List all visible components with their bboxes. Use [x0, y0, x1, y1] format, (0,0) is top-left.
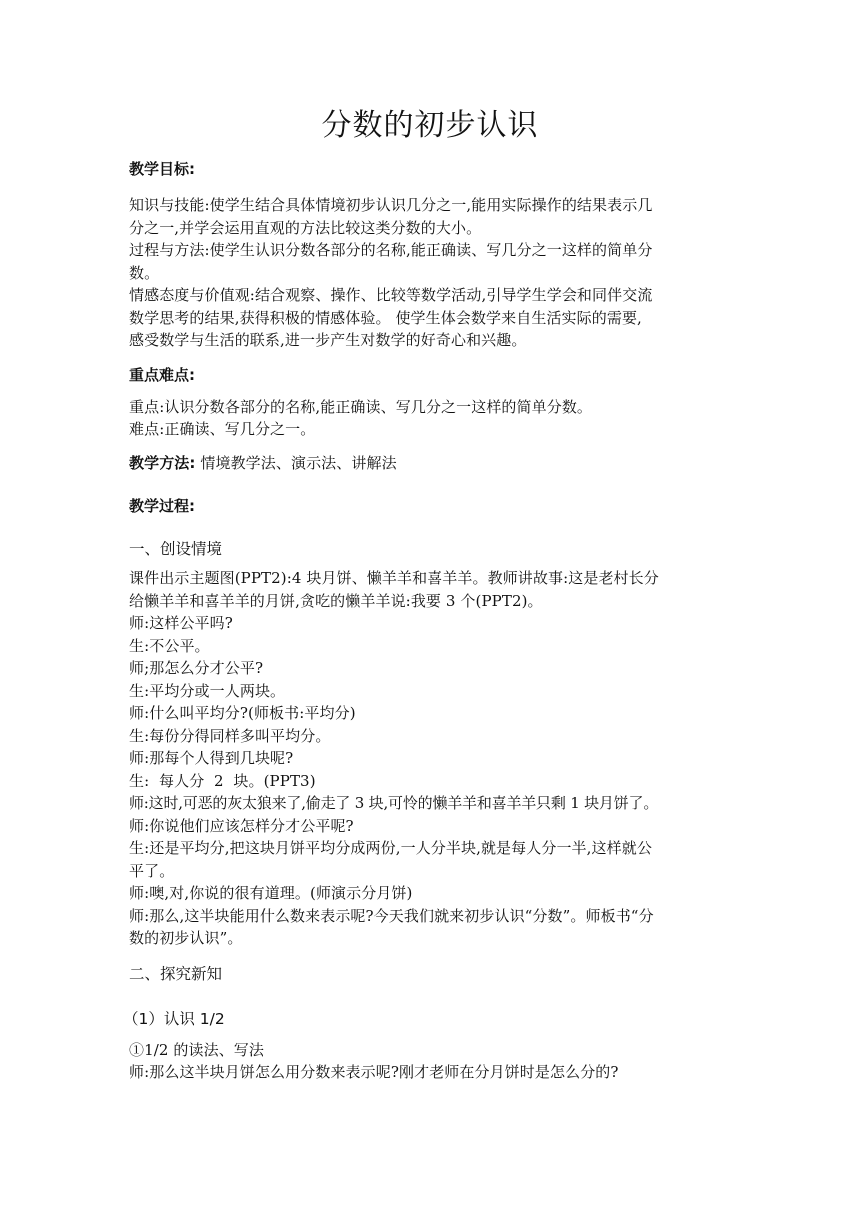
document-title: 分数的初步认识	[321, 108, 539, 143]
dialogue-line: 师:那每个人得到几块呢?	[129, 749, 294, 767]
dialogue-line: 生: 每人分 2 块。(PPT3)	[129, 771, 316, 790]
section-1-heading: 一、创设情境	[129, 540, 223, 558]
key-points-heading: 重点难点:	[129, 365, 195, 384]
dialogue-line: 师:这样公平吗?	[129, 614, 233, 632]
dialogue-line: 师;那怎么分才公平?	[129, 659, 264, 677]
dialogue-line: 给懒羊羊和喜羊羊的月饼,贪吃的懒羊羊说:我要 3 个(PPT2)。	[129, 591, 543, 610]
section-2-heading: 二、探究新知	[129, 964, 223, 983]
methods-label: 教学方法:	[129, 453, 196, 472]
dialogue-line: 数的初步认识”。	[129, 929, 243, 947]
section-1-block	[129, 567, 733, 950]
dialogue-line: 师:这时,可恶的灰太狼来了,偷走了 3 块,可怜的懒羊羊和喜羊羊只剩 1 块月饼了。	[129, 794, 659, 812]
dialogue-line: 师:什么叫平均分?(师板书:平均分)	[129, 704, 356, 722]
dialogue-line: 生:每份分得同样多叫平均分。	[129, 726, 331, 745]
objectives-block	[129, 194, 733, 352]
key-points-block	[129, 396, 733, 441]
objectives-line: 情感态度与价值观:结合观察、操作、比较等数学活动,引导学生学会和同伴交流	[129, 286, 653, 304]
methods-text: 情境教学法、演示法、讲解法	[195, 453, 397, 472]
objectives-heading: 教学目标:	[129, 160, 195, 178]
objectives-line: 知识与技能:使学生结合具体情境初步认识几分之一,能用实际操作的结果表示几	[129, 196, 653, 214]
dialogue-line: 师:噢,对,你说的很有道理。(师演示分月饼)	[129, 884, 413, 902]
document-body	[123, 158, 733, 1084]
methods-line	[129, 452, 733, 475]
dialogue-line: 师:那么这半块月饼怎么用分数来表示呢?刚才老师在分月饼时是怎么分的?	[129, 1063, 619, 1081]
dialogue-line: ①1/2 的读法、写法	[129, 1040, 265, 1059]
objectives-line: 数。	[129, 263, 160, 282]
section-2-block	[129, 1039, 733, 1084]
objectives-line: 数学思考的结果,获得积极的情感体验。 使学生体会数学来自生活实际的需要,	[129, 308, 642, 327]
section-2-subheading: （1）认识 1/2	[123, 1009, 225, 1028]
dialogue-line: 师:你说他们应该怎样分才公平呢?	[129, 816, 354, 835]
dialogue-line: 师:那么,这半块能用什么数来表示呢?今天我们就来初步认识“分数”。师板书“分	[129, 906, 654, 925]
process-heading: 教学过程:	[129, 497, 195, 515]
objectives-line: 感受数学与生活的联系,进一步产生对数学的好奇心和兴趣。	[129, 331, 527, 349]
objectives-line: 分之一,并学会运用直观的方法比较这类分数的大小。	[129, 218, 482, 237]
dialogue-line: 生:不公平。	[129, 636, 210, 655]
key-points-line: 难点:正确读、写几分之一。	[129, 420, 316, 438]
objectives-line: 过程与方法:使学生认识分数各部分的名称,能正确读、写几分之一这样的简单分	[129, 241, 653, 259]
key-points-line: 重点:认识分数各部分的名称,能正确读、写几分之一这样的简单分数。	[129, 397, 593, 416]
dialogue-line: 生:平均分或一人两块。	[129, 681, 286, 700]
dialogue-line: 平了。	[129, 861, 175, 880]
dialogue-line: 课件出示主题图(PPT2):4 块月饼、懒羊羊和喜羊羊。教师讲故事:这是老村长分	[129, 569, 659, 587]
dialogue-line: 生:还是平均分,把这块月饼平均分成两份,一人分半块,就是每人分一半,这样就公	[129, 839, 652, 857]
